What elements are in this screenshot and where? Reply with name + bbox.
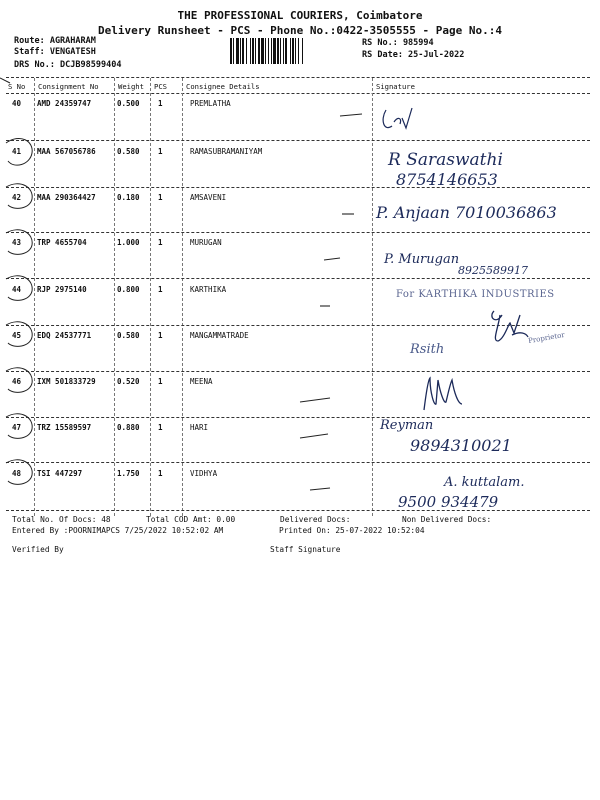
stamp-karthika-industries: For KARTHIKA INDUSTRIES	[396, 289, 555, 300]
total-docs: Total No. Of Docs: 48	[12, 515, 111, 524]
col-consignment: Consignment No	[38, 82, 99, 91]
row-sno: 43	[12, 238, 22, 247]
signature-row45: Rsith	[410, 342, 445, 357]
row-consignment: MAA 290364427	[37, 193, 96, 202]
row-sno: 44	[12, 285, 22, 294]
row-consignee: MANGAMMATRADE	[190, 331, 249, 340]
row-pcs: 1	[158, 99, 163, 108]
staff-signature-label: Staff Signature	[270, 545, 341, 554]
row-weight: 0.580	[117, 331, 140, 340]
row-consignment: MAA 567056786	[37, 147, 96, 156]
staff-label: Staff: VENGATESH	[14, 47, 96, 57]
row-consignee: HARI	[190, 423, 209, 432]
delivered-docs: Delivered Docs:	[280, 515, 351, 524]
printed-on: Printed On: 25-07-2022 10:52:04	[279, 526, 425, 535]
row-consignment: RJP 2975140	[37, 285, 87, 294]
col-divider	[150, 78, 151, 516]
consignee-tick-marks	[290, 100, 370, 500]
row-sno: 46	[12, 377, 22, 386]
signature-row48-phone: 9500 934479	[398, 493, 499, 511]
signature-row42: P. Anjaan 7010036863	[376, 203, 557, 222]
row-weight: 0.800	[117, 285, 140, 294]
row-consignee: PREMLATHA	[190, 99, 231, 108]
verified-by-label: Verified By	[12, 545, 64, 554]
row-consignee: AMSAVENI	[190, 193, 227, 202]
total-cod-amount: Total COD Amt: 0.00	[146, 515, 236, 524]
row-weight: 0.880	[117, 423, 140, 432]
row-consignee: MEENA	[190, 377, 213, 386]
col-consignee: Consignee Details	[186, 82, 260, 91]
row-pcs: 1	[158, 469, 163, 478]
row-consignee: MURUGAN	[190, 238, 222, 247]
row-sno: 40	[12, 99, 22, 108]
row-weight: 0.500	[117, 99, 140, 108]
row-sno: 48	[12, 469, 22, 478]
col-weight: Weight	[118, 82, 144, 91]
row-consignee: VIDHYA	[190, 469, 218, 478]
col-pcs: PCS	[154, 82, 167, 91]
col-divider	[372, 78, 373, 516]
signature-row47-phone: 9894310021	[410, 436, 512, 455]
table-top-rule	[6, 77, 590, 78]
col-signature: Signature	[376, 82, 415, 91]
row-consignee: KARTHIKA	[190, 285, 227, 294]
signature-karthika-image	[486, 305, 532, 345]
signature-row41-phone: 8754146653	[396, 170, 498, 189]
row-consignment: TRP 4655704	[37, 238, 87, 247]
signature-meena-image	[418, 374, 466, 414]
route-label: Route: AGRAHARAM	[14, 36, 96, 46]
signature-premlatha-image	[378, 100, 418, 136]
row-pcs: 1	[158, 238, 163, 247]
signature-row43-name: P. Murugan	[384, 252, 460, 267]
rs-date: RS Date: 25-Jul-2022	[362, 50, 465, 60]
runsheet-subtitle: Delivery Runsheet - PCS - Phone No.:0422-3505555 - Page No.:4	[98, 24, 502, 37]
rs-number: RS No.: 985994	[362, 38, 434, 48]
row-weight: 1.000	[117, 238, 140, 247]
drs-number: DRS No.: DCJB98599404	[14, 60, 122, 70]
row-sno: 47	[12, 423, 22, 432]
row-pcs: 1	[158, 193, 163, 202]
stamp-proprietor: Proprietor	[527, 330, 566, 346]
row-sno: 41	[12, 147, 22, 156]
row-weight: 1.750	[117, 469, 140, 478]
barcode-image	[230, 38, 358, 64]
row-consignee: RAMASUBRAMANIYAM	[190, 147, 263, 156]
row-consignment: TSI 447297	[37, 469, 83, 478]
row-pcs: 1	[158, 423, 163, 432]
non-delivered-docs: Non Delivered Docs:	[402, 515, 492, 524]
runsheet-title: THE PROFESSIONAL COURIERS, Coimbatore	[177, 9, 423, 22]
row-pcs: 1	[158, 331, 163, 340]
entered-by: Entered By :POORNIMAPCS 7/25/2022 10:52:02 AM	[12, 526, 224, 535]
signature-row47-name: Reyman	[380, 418, 434, 433]
row-weight: 0.580	[117, 147, 140, 156]
row-consignment: TRZ 15589597	[37, 423, 92, 432]
signature-row41-name: R Saraswathi	[388, 150, 503, 170]
col-divider	[114, 78, 115, 516]
table-bottom-rule	[6, 510, 590, 511]
handdrawn-circles	[0, 75, 40, 515]
row-weight: 0.180	[117, 193, 140, 202]
table-header-rule	[6, 93, 590, 94]
col-divider	[182, 78, 183, 516]
signature-row43-phone: 8925589917	[458, 264, 528, 277]
signature-row48-name: A. kuttalam.	[444, 475, 525, 490]
row-pcs: 1	[158, 147, 163, 156]
row-pcs: 1	[158, 377, 163, 386]
row-pcs: 1	[158, 285, 163, 294]
row-sno: 42	[12, 193, 22, 202]
row-consignment: EDQ 24537771	[37, 331, 92, 340]
row-consignment: AMD 24359747	[37, 99, 92, 108]
row-sno: 45	[12, 331, 22, 340]
row-weight: 0.520	[117, 377, 140, 386]
col-sno: S No	[8, 82, 26, 91]
row-consignment: IXM 501833729	[37, 377, 96, 386]
